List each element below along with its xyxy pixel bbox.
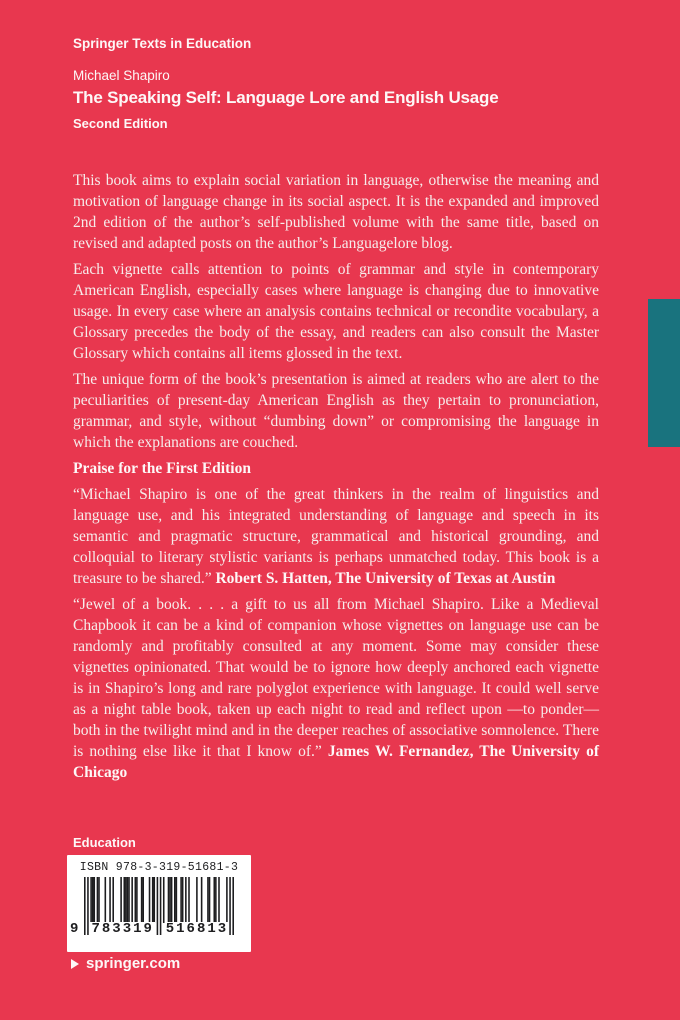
description-paragraph: The unique form of the book’s presentation is aimed at readers who are alert to the peculiarities of present-day American English as they pertain to pronunciation, grammar, and style, without “dumbing down” or compromising the language in which the explanations are couched. <box>73 371 599 451</box>
author-name: Michael Shapiro <box>73 68 170 83</box>
description-paragraph: This book aims to explain social variation in language, otherwise the meaning and motivation of language change in its social aspect. It is the expanded and improved 2nd edition of the author’s self-published volume with the same title, based on revised and adapted posts on the author’s Languagelore blog. <box>73 172 599 252</box>
review-quote: “Michael Shapiro is one of the great thinkers in the realm of linguistics and language use, and his integrated understanding of language and speech in its semantic and pragmatic structure, grammatical and historical grounding, and colloquial to literary stylistic variants is perhaps unmatched today. This book is a treasure to be shared.” <box>73 486 599 587</box>
arrow-icon <box>71 959 79 969</box>
back-cover-copy <box>73 170 599 788</box>
review-paragraph <box>73 484 599 589</box>
review-attribution: Robert S. Hatten, The University of Texas at Austin <box>215 570 556 587</box>
isbn-barcode <box>67 855 251 952</box>
description-paragraph: Each vignette calls attention to points of grammar and style in contemporary American English, especially cases where language is changing due to innovative usage. In every case where an analysis contains technical or recondite vocabulary, a Glossary precedes the body of the essay, and readers can also consult the Master Glossary which contains all items glossed in the text. <box>73 261 599 362</box>
barcode-digit-group2: 516813 <box>165 921 229 937</box>
review-quote: “Jewel of a book. . . . a gift to us all from Michael Shapiro. Like a Medieval Chapbook it can be a kind of companion whose vignettes on language use can be randomly and profitably consulted at any moment. Some may consider these vignettes opinionated. That would be to ignore how deeply anchored each vignette is in Shapiro’s long and rare polyglot experience with language. It could well serve as a night table book, taken up each night to read and reflect upon —to ponder—both in the twilight mind and in the deeper reaches of associative somnolence. There is nothing else like it that I know of.” <box>73 596 599 760</box>
barcode-bars <box>70 877 234 937</box>
review-attribution: James W. Fernandez, The University of Chicago <box>73 743 600 781</box>
review-paragraph <box>73 594 599 783</box>
edition-label: Second Edition <box>73 116 168 131</box>
publisher-website: springer.com <box>86 955 181 972</box>
book-title: The Speaking Self: Language Lore and English Usage <box>73 88 499 107</box>
series-name: Springer Texts in Education <box>73 36 252 51</box>
barcode-digit-lead: 9 <box>70 921 79 937</box>
barcode-digit-group1: 783319 <box>91 921 154 937</box>
praise-heading: Praise for the First Edition <box>73 460 251 477</box>
publisher-website-line <box>71 955 180 972</box>
series-color-tab <box>648 299 680 447</box>
isbn-number: ISBN 978-3-319-51681-3 <box>79 861 239 874</box>
category-label: Education <box>73 835 136 850</box>
